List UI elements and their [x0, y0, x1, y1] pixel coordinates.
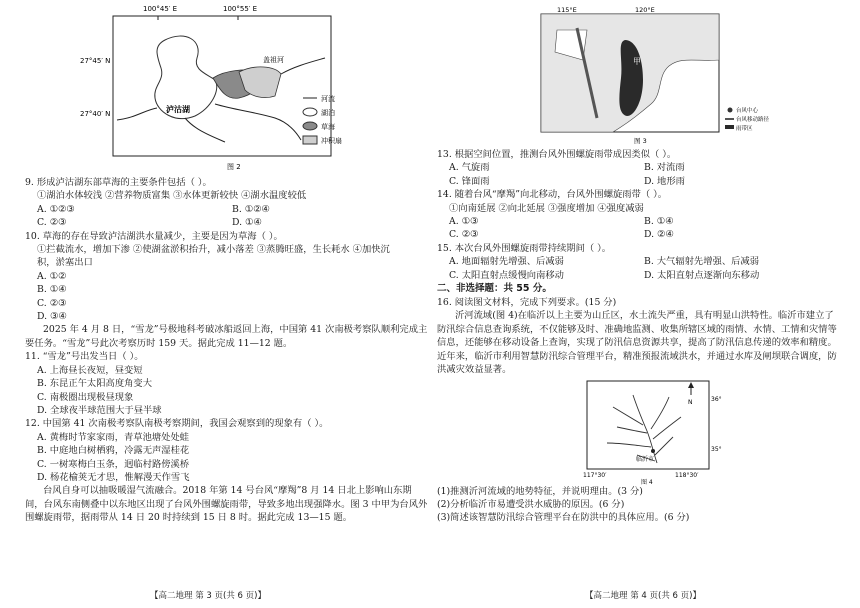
right-footer: 【高二地理 第 4 页(共 6 页)】 [585, 591, 701, 601]
legend-fan: 冲积扇 [321, 137, 342, 145]
q12-option-d[interactable]: D. 杨花榆荚无才思，惟解漫天作雪飞 [37, 471, 190, 483]
figure-4-map [437, 377, 842, 485]
question-11 [25, 350, 430, 417]
q11-option-b[interactable]: B. 东昆正午太阳高度角变大 [37, 378, 153, 390]
q15-stem: 15. 本次台风外围螺旋雨带持续期间（ ）。 [437, 242, 612, 254]
legend-typhoon-center: 台风中心 [736, 108, 759, 114]
q16-material: 沂河流域(图 4)在临沂以上主要为山丘区，水土流失严重，具有明显山洪特性。临沂市建立了防汛综合信息查询系统，不仅能够及时、准确地监测、收集所辖区域的雨情、水情、工情和灾情等信息，还能够在移动设备上查询，实现了防汛信息资源共享，提高了防汛信息传递的效率和精度。近年来，临沂市利用智慧防汛综合管理平台，精准预报流域洪水，并通过水库及闸坝联合调度，防洪减灾效益显著。 [437, 310, 837, 376]
q10-option-a[interactable]: A. ①② [37, 270, 67, 282]
q13-option-d[interactable]: D. 地形雨 [644, 175, 685, 187]
city-dot [651, 449, 655, 453]
q9-option-d[interactable]: D. ①④ [232, 217, 262, 229]
legend-rainband: 雨带区 [736, 126, 753, 132]
river-line [281, 58, 325, 74]
q10-stem: 10. 草海的存在导致泸沽湖洪水量减少，主要是因为草海（ ）。 [25, 230, 283, 242]
legend-grass-icon [303, 122, 317, 130]
q12-option-b[interactable]: B. 中庭地白树栖鸦，冷露无声湿桂花 [37, 445, 190, 457]
fig2-lat2: 27°40′ N [80, 110, 111, 118]
q12-option-a[interactable]: A. 黄梅时节家家雨，青草池塘处处蛙 [37, 431, 190, 443]
q16-sub1: (1)推测沂河流域的地势特征，并说明理由。(3 分) [437, 485, 643, 497]
q13-option-c[interactable]: C. 锋面雨 [449, 175, 490, 187]
intro-11-12: 2025 年 4 月 8 日，“雪龙”号极地科考破冰船返回上海，中国第 41 次南极考察队顺利完成主要任务。“雪龙”号此次考察历时 159 天。据此完成 11—12 题。 [25, 324, 428, 349]
q9-items: ①湖泊水体较浅 ②营养物质富集 ③水体更新较快 ④湖水温度较低 [37, 190, 307, 202]
river-label: 盖祖河 [263, 56, 284, 64]
q12-option-c[interactable]: C. 一树寒梅白玉条，迥临村路傍溪桥 [37, 458, 190, 470]
fig3-lon2: 120°E [635, 6, 655, 14]
fig2-lon1: 100°45′ E [143, 5, 178, 13]
q15-option-b[interactable]: B. 大气辐射先增强、后减弱 [644, 256, 760, 268]
q11-option-c[interactable]: C. 南极圈出现极昼现象 [37, 391, 134, 403]
q14-stem: 14. 随着台风“摩羯”向北移动，台风外围螺旋雨带（ ）。 [437, 189, 668, 201]
section-heading: 二、非选择题：共 55 分。 [437, 283, 552, 295]
river-line [185, 118, 225, 142]
q13-option-b[interactable]: B. 对流雨 [644, 162, 685, 174]
q10-option-c[interactable]: C. ②③ [37, 297, 67, 309]
question-12 [25, 417, 430, 484]
q10-items-b: 积，淤塞出口 [37, 257, 93, 269]
q9-option-a[interactable]: A. ①②③ [37, 203, 75, 215]
legend-rainband-icon [725, 125, 734, 129]
legend-river: 河流 [321, 95, 335, 103]
q10-option-b[interactable]: B. ①④ [37, 284, 67, 296]
q14-option-d[interactable]: D. ②④ [644, 229, 674, 241]
q14-option-a[interactable]: A. ①③ [449, 216, 479, 228]
q11-option-a[interactable]: A. 上海昼长夜短，昼变短 [37, 364, 143, 376]
question-13 [437, 148, 842, 188]
fig3-caption: 图 3 [634, 137, 647, 145]
fig4-lon1: 117°30′ [583, 471, 607, 479]
fig4-lat1: 36° [711, 395, 722, 403]
lake-label: 泸沽湖 [166, 105, 190, 114]
question-15 [437, 242, 842, 282]
fig2-lat1: 27°45′ N [80, 57, 111, 65]
q9-option-c[interactable]: C. ②③ [37, 217, 67, 229]
river-line [117, 108, 157, 120]
q16-sub3: (3)简述该智慧防汛综合管理平台在防洪中的具体应用。(6 分) [437, 512, 690, 524]
q11-stem: 11. “雪龙”号出发当日（ ）。 [25, 351, 144, 363]
intro-13-15: 台风自身可以抽吸暖湿气流融合。2018 年第 14 号台风“摩羯”8 月 14 日北上影响山东期间，台风东南侧叠中以东地区出现了台风外围螺旋雨带，导致多地出现强降水。图 3 中甲为台风外围螺旋雨带，据雨带从 14 日 20 时持续到 15 日 8 时。据此完成 13—15 题。 [25, 485, 428, 524]
q13-option-a[interactable]: A. 气旋雨 [449, 162, 490, 174]
q16-stem: 16. 阅读图文材料，完成下列要求。(15 分) [437, 297, 617, 309]
q16-sub2: (2)分析临沂市易遭受洪水威胁的原因。(6 分) [437, 498, 625, 510]
q15-option-a[interactable]: A. 地面辐射先增强、后减弱 [449, 256, 564, 268]
q15-option-d[interactable]: D. 太阳直射点逐渐向东移动 [644, 269, 760, 281]
left-page [25, 0, 430, 525]
question-9 [25, 176, 430, 230]
fig2-caption: 图 2 [227, 163, 241, 171]
figure-3-map [437, 0, 842, 148]
fig4-lat2: 35° [711, 445, 722, 453]
question-10 [25, 230, 430, 324]
legend-lake-icon [303, 108, 317, 116]
q14-option-b[interactable]: B. ①④ [644, 216, 674, 228]
north-label: N [688, 398, 693, 406]
q12-stem: 12. 中国第 41 次南极考察队南极考察期间，我国会观察到的现象有（ ）。 [25, 418, 329, 430]
q9-option-b[interactable]: B. ①②④ [232, 203, 270, 215]
city-label: 临沂市 [636, 455, 655, 463]
question-14 [437, 188, 842, 242]
legend-fan-icon [303, 136, 317, 144]
q14-option-c[interactable]: C. ②③ [449, 229, 479, 241]
left-footer: 【高二地理 第 3 页(共 6 页)】 [150, 591, 266, 601]
legend-grass: 草海 [321, 123, 335, 131]
right-page [437, 0, 842, 525]
label-jia: 甲 [633, 57, 641, 66]
q14-items: ①向南延展 ②向北延展 ③强度增加 ④强度减弱 [449, 202, 644, 214]
legend-typhoon-center-icon [728, 108, 733, 113]
q10-option-d[interactable]: D. ③④ [37, 311, 67, 323]
river-line [215, 104, 301, 140]
fig4-caption: 图 4 [641, 478, 653, 485]
q11-option-d[interactable]: D. 全球夜半球范围大于昼半球 [37, 404, 162, 416]
fig2-lon2: 100°55′ E [223, 5, 258, 13]
legend-lake: 湖泊 [321, 109, 335, 117]
q13-stem: 13. 根据空间位置，推测台风外围螺旋雨带成因类似（ ）。 [437, 149, 677, 160]
legend-track: 台风移动路径 [736, 117, 770, 123]
q10-items-a: ①拦截流水，增加下渗 ②使湖盆淤积抬升，减小落差 ③蒸腾旺盛，生长耗水 ④加快沉 [37, 244, 390, 256]
fig4-lon2: 118°30′ [675, 471, 699, 479]
figure-2-map [25, 0, 430, 172]
fig3-lon1: 115°E [557, 6, 577, 14]
q15-option-c[interactable]: C. 太阳直射点缓慢向南移动 [449, 269, 564, 281]
q9-stem: 9. 形成泸沽湖东部草海的主要条件包括（ ）。 [25, 177, 212, 188]
